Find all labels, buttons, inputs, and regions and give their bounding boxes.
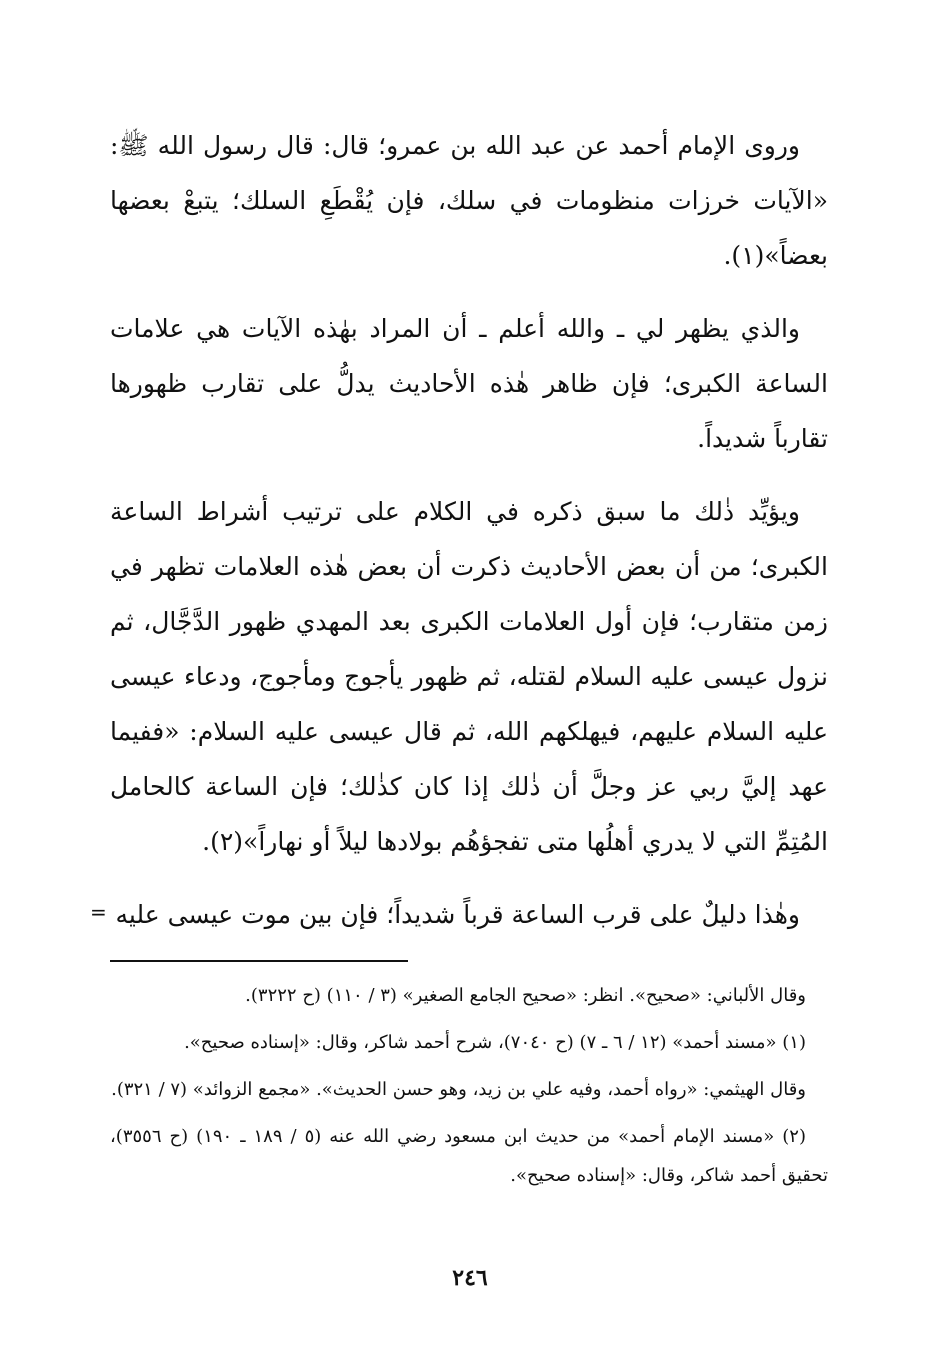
footnote-1-continued: وقال الهيثمي: «رواه أحمد، وفيه علي بن زيد، وهو حسن الحديث». «مجمع الزوائد» (٧ / ٣٢١).	[111, 1079, 806, 1100]
main-text	[110, 118, 828, 942]
paragraph-1: وروى الإمام أحمد عن عبد الله بن عمرو؛ قال: قال رسول الله ﷺ: «الآيات خرزات منظومات في سلك، فإن يُقْطَعِ السلك؛ يتبعْ بعضها بعضاً»(١).	[110, 131, 828, 270]
continuation-mark: =	[90, 900, 107, 924]
page-content	[110, 118, 828, 1203]
page-number: ٢٤٦	[452, 1265, 488, 1291]
footnote-separator	[110, 960, 408, 962]
footnote-continuation: وقال الألباني: «صحيح». انظر: «صحيح الجامع الصغير» (٣ / ١١٠) (ح ٣٢٢٢).	[245, 985, 806, 1006]
footnote-1: (١) «مسند أحمد» (١٢ / ٦ ـ ٧) (ح ٧٠٤٠)، شرح أحمد شاكر، وقال: «إسناده صحيح».	[184, 1032, 806, 1053]
paragraph-2: والذي يظهر لي ـ والله أعلم ـ أن المراد بهٰذه الآيات هي علامات الساعة الكبرى؛ فإن ظاهر هٰذه الأحاديث يدلُّ على تقارب ظهورها تقارباً شديداً.	[110, 314, 828, 453]
footnotes	[110, 976, 828, 1195]
paragraph-4: وهٰذا دليلٌ على قرب الساعة قرباً شديداً؛ فإن بين موت عيسى عليه	[115, 900, 800, 929]
footnote-2: (٢) «مسند الإمام أحمد» من حديث ابن مسعود رضي الله عنه (٥ / ١٨٩ ـ ١٩٠) (ح ٣٥٥٦)، تحقيق أحمد شاكر، وقال: «إسناده صحيح».	[110, 1126, 828, 1186]
paragraph-3: ويؤيِّد ذٰلك ما سبق ذكره في الكلام على ترتيب أشراط الساعة الكبرى؛ من أن بعض الأحاديث ذكرت أن بعض هٰذه العلامات تظهر في زمن متقارب؛ فإن أول العلامات الكبرى بعد المهدي ظهور الدَّجَّال، ثم نزول عيسى عليه السلام لقتله، ثم ظهور يأجوج ومأجوج، ودعاء عيسى عليه السلام عليهم، فيهلكهم الله، ثم قال عيسى عليه السلام: «ففيما عهد إليَّ ربي عز وجلَّ أن ذٰلك إذا كان كذٰلك؛ فإن الساعة كالحامل المُتِمِّ التي لا يدري أهلُها متى تفجؤهُم بولادها ليلاً أو نهاراً»(٢).	[110, 497, 828, 856]
